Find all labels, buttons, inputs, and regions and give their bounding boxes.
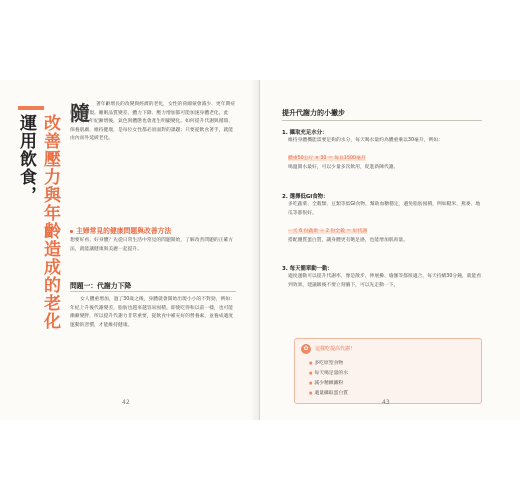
tip-item-1-text: 維持身體機能需要足夠的水分，每天喝水量約為體重乘以30毫升，例如： — [288, 138, 443, 143]
left-page — [0, 80, 260, 420]
tip-item-2-highlight — [288, 228, 484, 237]
bullet-dot-icon — [70, 230, 73, 233]
tip-item-3-heading: 3. 每天簡單動一動： — [282, 266, 333, 272]
section-paragraph: 想要好看、好身體？先從日常生活中常見的問題開始，了解改善問題的正確方法，就能讓健康與美麗一起提升。 — [70, 238, 234, 252]
page-number-left: 42 — [122, 399, 130, 406]
question-heading: 問題一：代謝力下降 — [70, 282, 132, 290]
tip-item-2-heading: 2. 選擇低GI食物： — [282, 194, 329, 200]
tip-box-item: ■ 多吃原型食物 — [309, 359, 343, 366]
utensils-icon: ✿ — [301, 344, 311, 354]
intro-paragraph: 著年齡增長的改變與經濟的老化，女性的荷爾蒙會減少、更年期症狀開始出現。睡眠品質變差、體力下降、壓力增加都可能加速身體老化，此外，女人年紀漸增後，氣色與體態也會產生明顯變化。如何提升代謝與循環、保養肌膚、維持健康，是每位女性都必須面對的課題；只要從飲食著手，就能由內而外延緩老化。 — [70, 102, 236, 142]
tip-box — [294, 338, 482, 404]
tip-item-1-heading: 1. 攝取充足水分： — [282, 130, 328, 136]
title-divider — [282, 120, 482, 121]
tip-item-2-text2: 搭配優質蛋白質，讓身體更有飽足感，也能增加肌肉量。 — [288, 238, 408, 243]
vertical-title-orange: 改善壓力與年齡造成的老化 — [40, 114, 60, 330]
tip-item-3-text: 適度運動可以提升代謝率，像是散步、伸展操、瑜伽等都很適合，每天持續30分鐘，就能看到效果，建議飯後不要立刻躺下，可以先走動一下。 — [288, 274, 482, 288]
question-divider — [70, 291, 236, 292]
question-paragraph: 女人體重增加，過了30歲之後，身體就會開始出現小小的不對勁，例如：年紀上升後代謝變差，脂肪也越來越容易囤積。即使吃得和以前一樣，也可能漸漸變胖，所以提升代謝力非常重要，從飲食中補充好的營養素，並養成適度運動的習慣，才能維持健康。 — [70, 297, 235, 328]
tip-item-1-text2: 喝溫開水最好，可以少量多次飲用，促進新陳代謝。 — [288, 165, 399, 170]
tip-box-item: ■ 減少精緻澱粉 — [309, 379, 343, 386]
book-spread — [0, 80, 520, 420]
vertical-title-black: 運用飲食， — [16, 114, 36, 204]
right-page-title: 提升代謝力的小撇步 — [282, 109, 345, 117]
drop-cap: 隨 — [70, 101, 90, 125]
right-page — [260, 80, 520, 420]
tip-box-title: 這樣吃提高代謝！ — [315, 346, 356, 352]
highlight-text-2: 一天 6 份蔬果 ＋ 2 份全穀 ＝ 好代謝 — [288, 229, 368, 234]
section-heading-text: 主婦常見的健康問題與改善方法 — [76, 227, 172, 235]
title-accent-bar — [18, 106, 44, 110]
section-heading — [70, 225, 171, 235]
tip-item-2-text: 多吃蔬菜、全穀類、豆類等低GI食物，幫助血糖穩定，避免脂肪囤積，例如糙米、燕麥、地瓜等都很好。 — [288, 202, 481, 216]
tip-item-1-highlight — [288, 155, 484, 164]
tip-box-item: ■ 每天喝足量的水 — [309, 369, 348, 376]
page-number-right: 43 — [382, 399, 390, 406]
tip-box-item: ■ 適量攝取蛋白質 — [309, 389, 348, 396]
highlight-text-1: 體重50公斤 × 30 ＝ 每日1500毫升 — [288, 156, 366, 161]
